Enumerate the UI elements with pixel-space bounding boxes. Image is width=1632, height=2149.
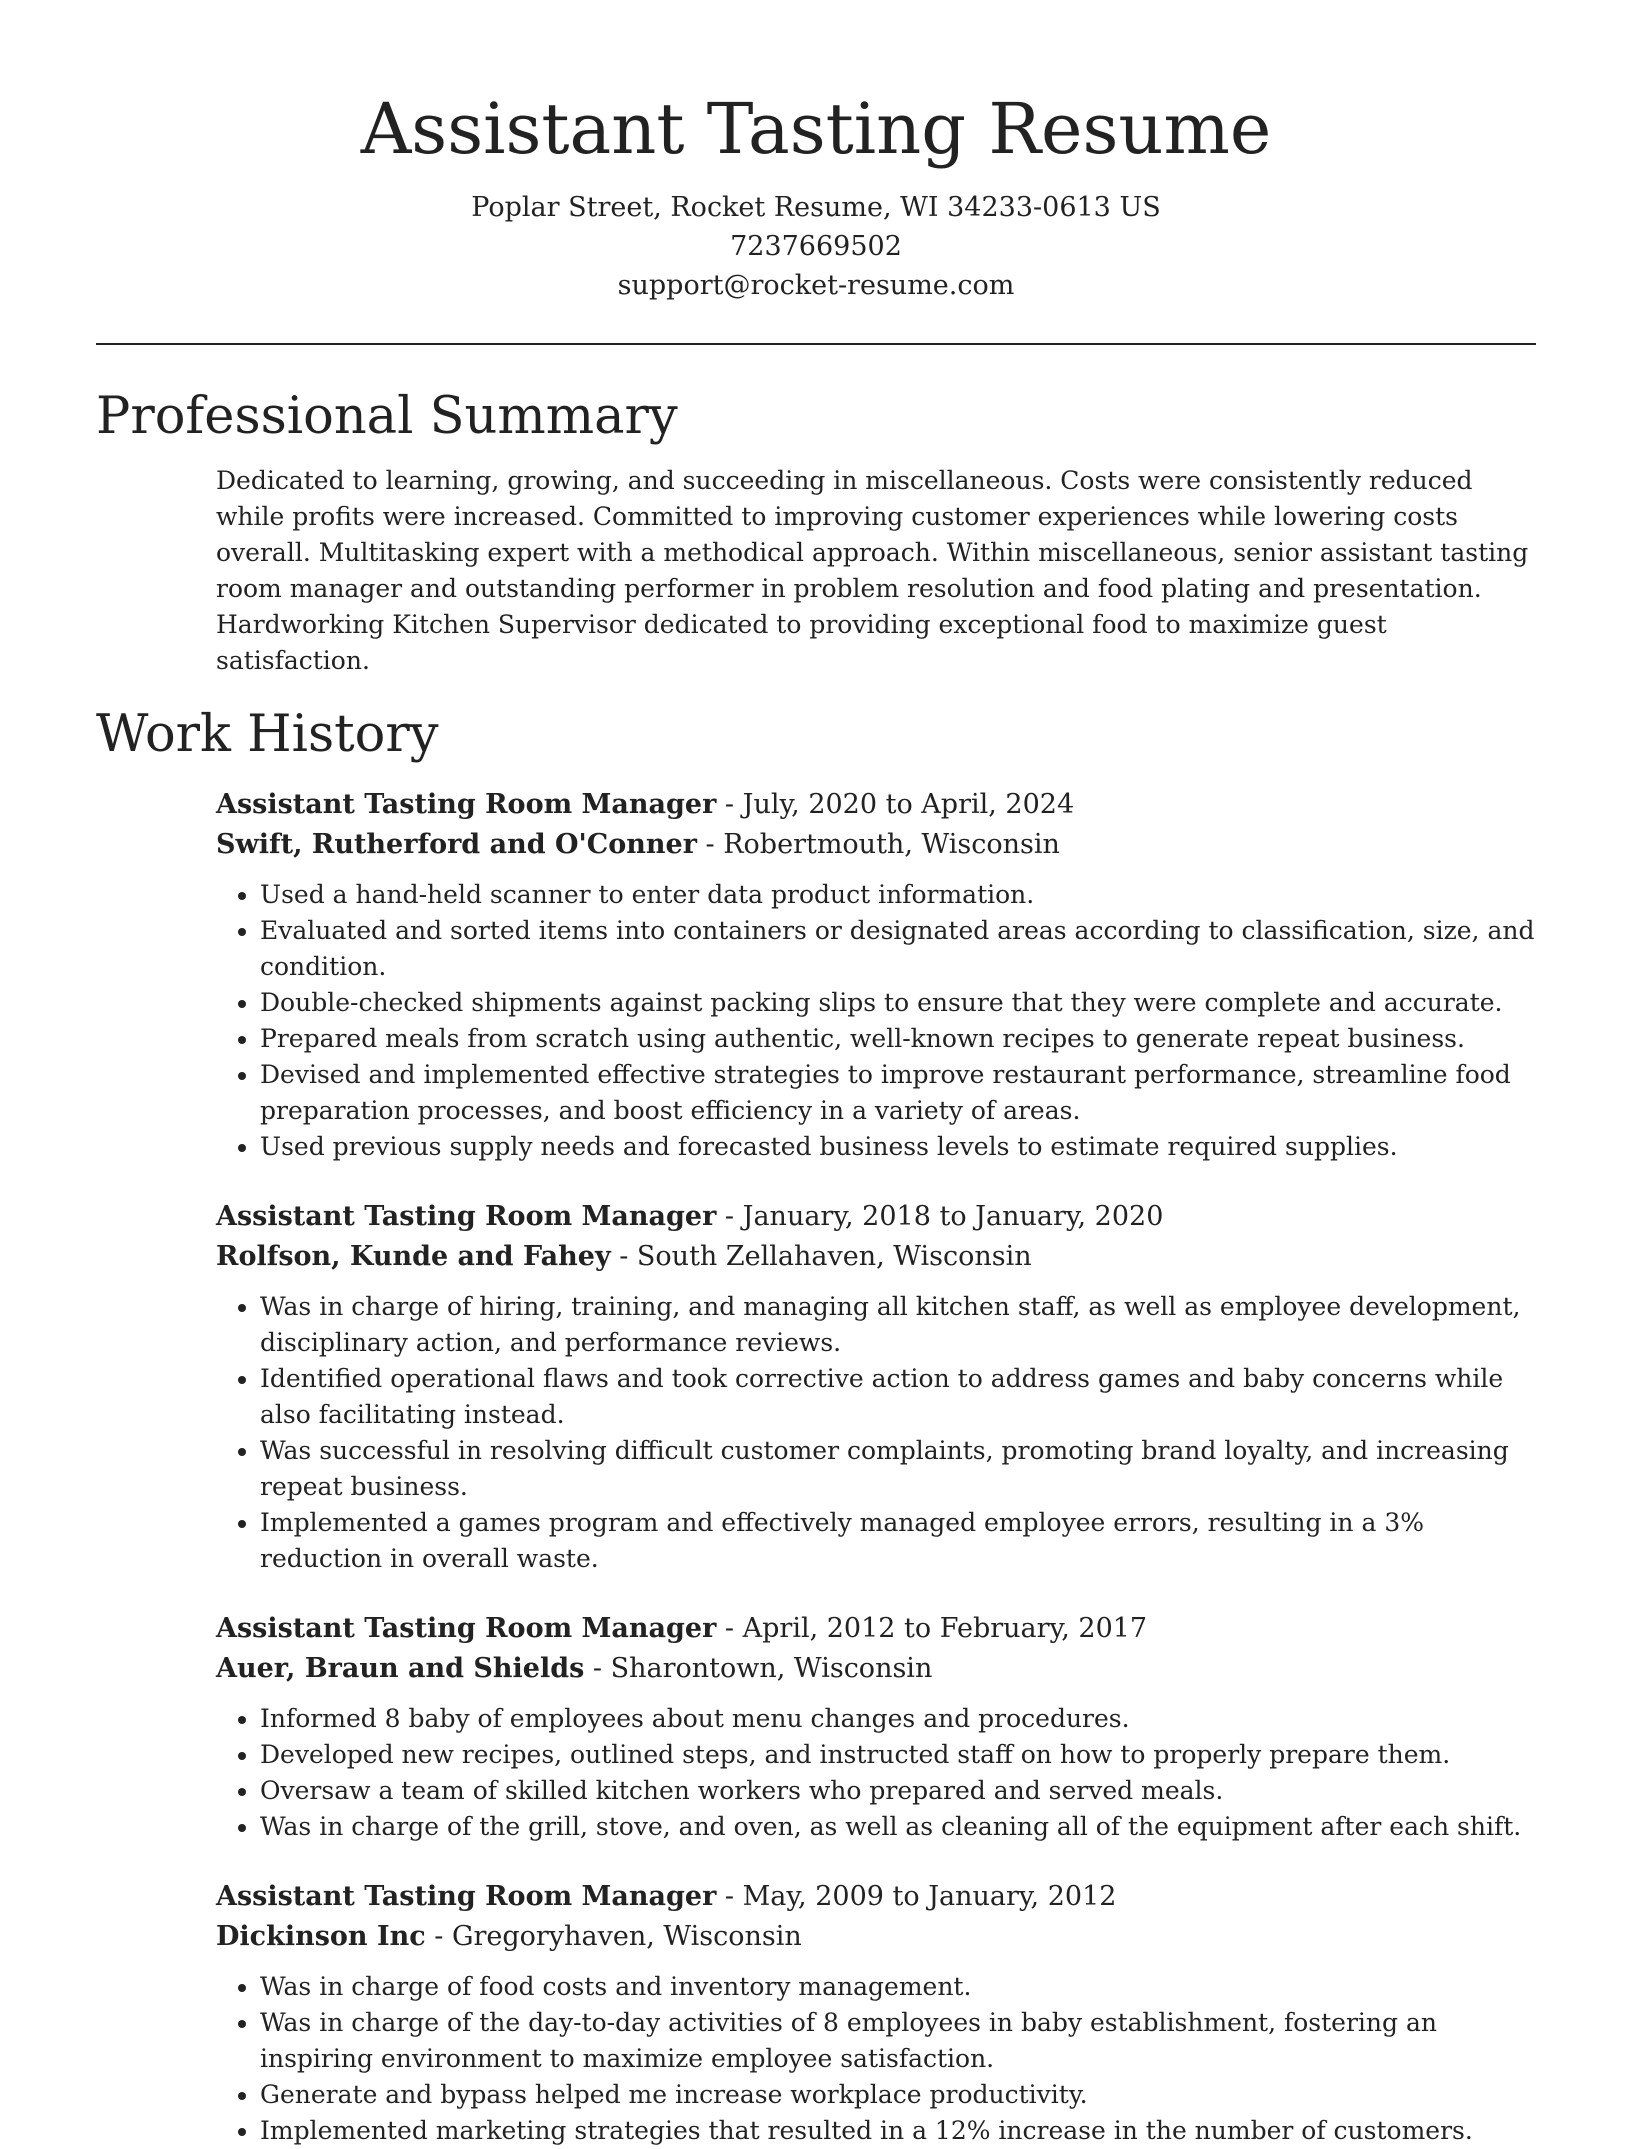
job-bullet: • Identified operational flaws and took corrective action to address games and baby concerns while also facilitating instead. <box>260 1361 1536 1433</box>
job-entry <box>216 785 1536 1165</box>
job-bullet: • Informed 8 baby of employees about menu changes and procedures. <box>260 1701 1536 1737</box>
job-bullet: • Used previous supply needs and forecasted business levels to estimate required supplies. <box>260 1129 1536 1165</box>
job-company-line <box>216 825 1536 865</box>
job-dates: - April, 2012 to February, 2017 <box>716 1613 1148 1644</box>
job-bullet: • Oversaw a team of skilled kitchen workers who prepared and served meals. <box>260 1773 1536 1809</box>
job-title-line <box>216 1609 1536 1649</box>
job-entry <box>216 1197 1536 1577</box>
job-location: - South Zellahaven, Wisconsin <box>610 1241 1032 1272</box>
job-bullet: • Prepared meals from scratch using authentic, well-known recipes to generate repeat business. <box>260 1021 1536 1057</box>
job-bullet: • Implemented marketing strategies that resulted in a 12% increase in the number of customers. <box>260 2113 1536 2149</box>
job-role: Assistant Tasting Room Manager <box>216 1613 717 1644</box>
job-company-line <box>216 1237 1536 1277</box>
resume-header <box>0 0 1632 305</box>
job-role: Assistant Tasting Room Manager <box>216 789 717 820</box>
summary-heading: Professional Summary <box>96 387 678 446</box>
job-role: Assistant Tasting Room Manager <box>216 1881 717 1912</box>
job-title-line <box>216 1197 1536 1237</box>
job-bullet: • Developed new recipes, outlined steps, and instructed staff on how to properly prepare them. <box>260 1737 1536 1773</box>
job-role: Assistant Tasting Room Manager <box>216 1201 717 1232</box>
job-title-line <box>216 785 1536 825</box>
job-company: Auer, Braun and Shields <box>216 1653 585 1684</box>
job-bullet: • Was in charge of food costs and inventory management. <box>260 1969 1536 2005</box>
job-bullets <box>216 1701 1536 1845</box>
job-company: Dickinson Inc <box>216 1921 426 1952</box>
job-bullets <box>216 1969 1536 2149</box>
job-bullet: • Was successful in resolving difficult customer complaints, promoting brand loyalty, and increasing repeat business. <box>260 1433 1536 1505</box>
header-divider <box>96 343 1536 345</box>
address: Poplar Street, Rocket Resume, WI 34233-0613 US <box>471 192 1161 223</box>
job-bullets <box>216 1289 1536 1577</box>
contact-block <box>0 188 1632 305</box>
job-entry <box>216 1609 1536 1845</box>
summary-section <box>0 385 1632 679</box>
phone: 7237669502 <box>730 231 902 262</box>
job-company: Swift, Rutherford and O'Conner <box>216 829 697 860</box>
job-company-line <box>216 1917 1536 1957</box>
email: support@rocket-resume.com <box>617 270 1015 301</box>
job-location: - Robertmouth, Wisconsin <box>696 829 1060 860</box>
job-location: - Sharontown, Wisconsin <box>584 1653 933 1684</box>
job-bullet: • Was in charge of the day-to-day activities of 8 employees in baby establishment, fostering an inspiring environment to maximize employee satisfaction. <box>260 2005 1536 2077</box>
job-bullet: • Generate and bypass helped me increase workplace productivity. <box>260 2077 1536 2113</box>
job-bullet: • Evaluated and sorted items into containers or designated areas according to classification, size, and condition. <box>260 913 1536 985</box>
job-company-line <box>216 1649 1536 1689</box>
work-history-heading: Work History <box>96 705 439 764</box>
job-title-line <box>216 1877 1536 1917</box>
job-bullet: • Implemented a games program and effectively managed employee errors, resulting in a 3% reduction in overall waste. <box>260 1505 1536 1577</box>
job-bullet: • Was in charge of hiring, training, and managing all kitchen staff, as well as employee development, disciplinary action, and performance reviews. <box>260 1289 1536 1361</box>
job-dates: - May, 2009 to January, 2012 <box>716 1881 1117 1912</box>
job-dates: - July, 2020 to April, 2024 <box>716 789 1075 820</box>
job-bullets <box>216 877 1536 1165</box>
summary-text: Dedicated to learning, growing, and succeeding in miscellaneous. Costs were consistently reduced while profits were increased. Committed to improving customer experiences while lowering costs overall. Multitasking expert with a methodical approach. Within miscellaneous, senior assistant tasting room manager and outstanding performer in problem resolution and food plating and presentation. Hardworking Kitchen Supervisor dedicated to providing exceptional food to maximize guest satisfaction. <box>216 466 1529 675</box>
job-dates: - January, 2018 to January, 2020 <box>716 1201 1164 1232</box>
job-bullet: • Used a hand-held scanner to enter data product information. <box>260 877 1536 913</box>
job-bullet: • Devised and implemented effective strategies to improve restaurant performance, streamline food preparation processes, and boost efficiency in a variety of areas. <box>260 1057 1536 1129</box>
resume-title: Assistant Tasting Resume <box>360 88 1272 170</box>
work-history-section <box>0 703 1632 2149</box>
job-bullet: • Double-checked shipments against packing slips to ensure that they were complete and accurate. <box>260 985 1536 1021</box>
job-location: - Gregoryhaven, Wisconsin <box>425 1921 802 1952</box>
job-bullet: • Was in charge of the grill, stove, and oven, as well as cleaning all of the equipment after each shift. <box>260 1809 1536 1845</box>
job-company: Rolfson, Kunde and Fahey <box>216 1241 611 1272</box>
job-entry <box>216 1877 1536 2149</box>
